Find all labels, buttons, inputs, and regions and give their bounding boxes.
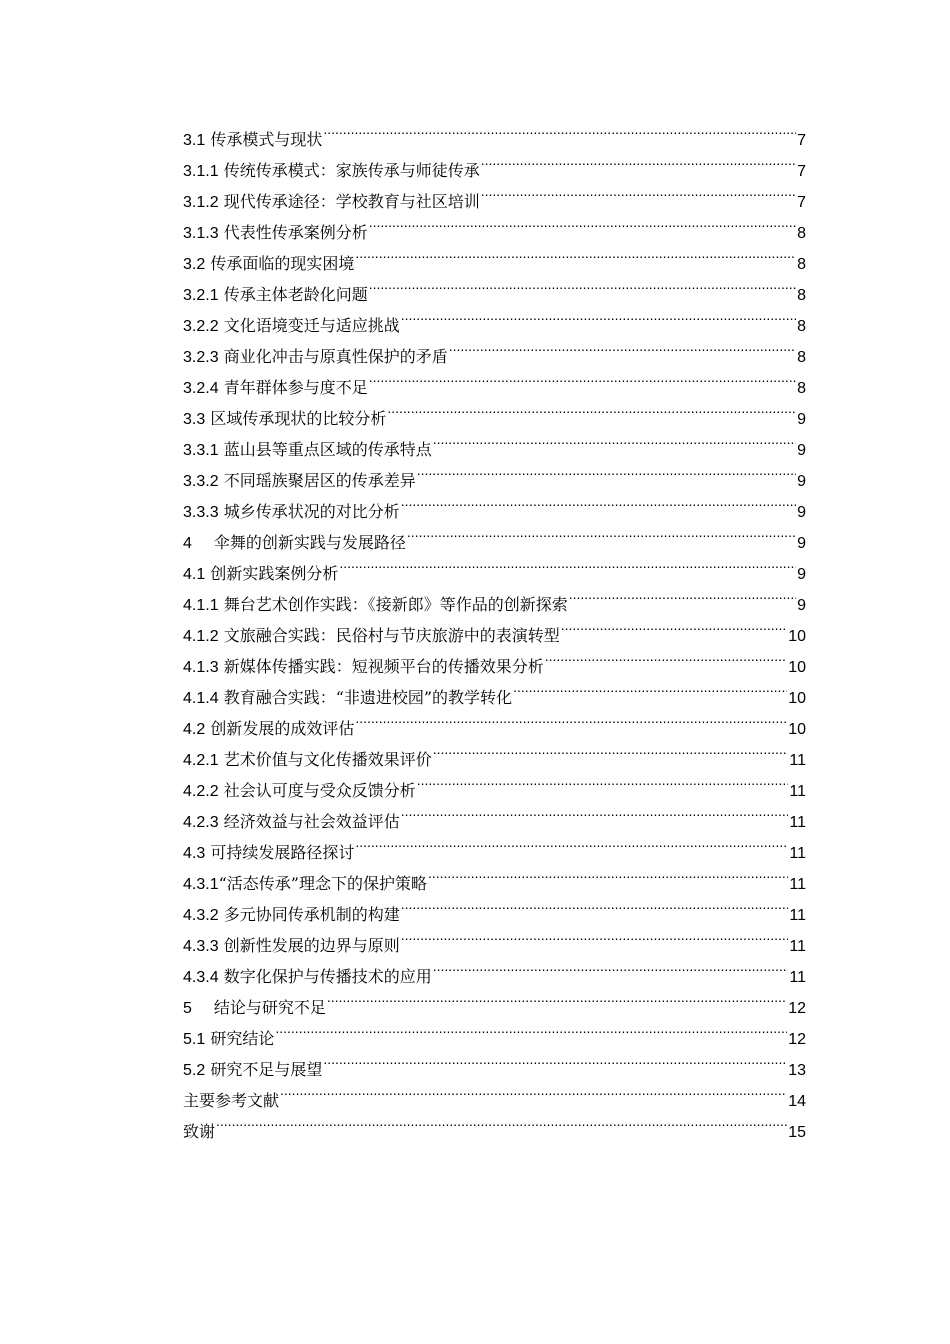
toc-entry-text: 蓝山县等重点区域的传承特点	[223, 440, 432, 459]
toc-entry-number: 5.1	[183, 1031, 206, 1048]
toc-page-number: 9	[797, 566, 806, 583]
toc-dot-leader	[387, 393, 796, 424]
toc-entry-number: 3.1.2	[183, 194, 219, 211]
toc-page-number: 10	[788, 721, 806, 738]
toc-entry-number: 3.2.2	[183, 318, 219, 335]
toc-entry-text: 创新发展的成效评估	[210, 719, 355, 738]
toc-entry[interactable]	[183, 1106, 806, 1141]
toc-dot-leader	[401, 486, 796, 517]
toc-page-number: 10	[788, 628, 806, 645]
toc-page-number: 7	[797, 194, 806, 211]
toc-page-number: 11	[789, 969, 806, 986]
toc-entry-text: 文化语境变迁与适应挑战	[223, 316, 400, 335]
toc-page-number: 11	[789, 938, 806, 955]
toc-dot-leader	[369, 362, 796, 393]
toc-dot-leader	[401, 300, 796, 331]
toc-dot-leader	[401, 889, 789, 920]
toc-dot-leader	[280, 1075, 787, 1106]
toc-dot-leader	[481, 176, 796, 207]
toc-entry-number: 4.1.4	[183, 690, 219, 707]
toc-entry-text: 多元协同传承机制的构建	[223, 905, 400, 924]
toc-entry-text: 结论与研究不足	[213, 998, 326, 1017]
toc-entry-text: 创新实践案例分析	[210, 564, 339, 583]
toc-entry-title	[183, 434, 433, 466]
toc-entry-text: 社会认可度与受众反馈分析	[223, 781, 416, 800]
toc-entry-number: 3.2	[183, 256, 206, 273]
toc-page-number: 8	[797, 225, 806, 242]
toc-dot-leader	[417, 765, 789, 796]
toc-entry-number: 4.1.3	[183, 659, 219, 676]
toc-entry-number: 4.3.3	[183, 938, 219, 955]
toc-entry-title	[183, 930, 401, 962]
toc-page-number: 10	[788, 659, 806, 676]
toc-entry-number: 5	[183, 1000, 192, 1017]
toc-dot-leader	[275, 1013, 787, 1044]
toc-entry-title	[183, 744, 433, 776]
toc-entry-text: 数字化保护与传播技术的应用	[223, 967, 432, 986]
toc-dot-leader	[339, 548, 796, 579]
toc-page-number: 11	[789, 783, 806, 800]
toc-entry-number: 3.2.4	[183, 380, 219, 397]
toc-dot-leader	[401, 796, 789, 827]
toc-dot-leader	[569, 579, 796, 610]
toc-dot-leader	[323, 114, 796, 145]
toc-entry-number: 4.1	[183, 566, 206, 583]
toc-entry[interactable]	[183, 114, 806, 149]
toc-entry-title	[183, 1116, 216, 1147]
toc-entry-number: 4.2.1	[183, 752, 219, 769]
toc-entry-number: 5.2	[183, 1062, 206, 1079]
toc-entry-text: 伞舞的创新实践与发展路径	[213, 533, 406, 552]
toc-entry-number: 3.3.3	[183, 504, 219, 521]
toc-entry-text: 青年群体参与度不足	[223, 378, 368, 397]
toc-entry-text: 新媒体传播实践：短视频平台的传播效果分析	[223, 657, 544, 676]
toc-page-number: 7	[797, 132, 806, 149]
toc-dot-leader	[355, 827, 788, 858]
toc-page-number: 12	[788, 1000, 806, 1017]
toc-dot-leader	[327, 982, 787, 1013]
toc-dot-leader	[433, 424, 796, 455]
toc-entry-text: 城乡传承状况的对比分析	[223, 502, 400, 521]
toc-page-number: 11	[789, 845, 806, 862]
toc-page-number: 8	[797, 256, 806, 273]
toc-entry-number: 4.2.3	[183, 814, 219, 831]
toc-entry-number: 4.2	[183, 721, 206, 738]
toc-dot-leader	[545, 641, 788, 672]
toc-entry-number: 4.1.2	[183, 628, 219, 645]
toc-page-number: 15	[788, 1124, 806, 1141]
toc-dot-leader	[513, 672, 787, 703]
toc-entry-text: 现代传承途径：学校教育与社区培训	[223, 192, 480, 211]
toc-page-number: 10	[788, 690, 806, 707]
table-of-contents	[183, 114, 806, 1141]
toc-dot-leader	[355, 238, 796, 269]
toc-entry-title	[183, 713, 355, 745]
toc-dot-leader	[428, 858, 788, 889]
toc-page-number: 8	[797, 349, 806, 366]
toc-page-number: 9	[797, 504, 806, 521]
toc-entry-title	[183, 558, 339, 590]
toc-dot-leader	[481, 145, 796, 176]
toc-entry-title	[183, 248, 355, 280]
toc-entry-text: 代表性传承案例分析	[223, 223, 368, 242]
toc-entry-number: 4.3	[183, 845, 206, 862]
toc-entry-title	[183, 589, 569, 621]
toc-entry-title	[183, 124, 323, 156]
toc-entry-title	[183, 496, 401, 528]
toc-entry-text: 可持续发展路径探讨	[210, 843, 355, 862]
toc-dot-leader	[417, 455, 796, 486]
toc-entry-text: 艺术价值与文化传播效果评价	[223, 750, 432, 769]
toc-entry-text: 研究结论	[210, 1029, 275, 1048]
toc-page-number: 8	[797, 318, 806, 335]
toc-page-number: 9	[797, 597, 806, 614]
toc-dot-leader	[433, 951, 789, 982]
toc-page-number: 9	[797, 535, 806, 552]
toc-page-number: 8	[797, 287, 806, 304]
toc-entry-number: 3.2.1	[183, 287, 219, 304]
toc-entry-title	[183, 279, 369, 311]
toc-entry-title	[183, 217, 369, 249]
toc-entry-title	[183, 837, 355, 869]
toc-page-number: 7	[797, 163, 806, 180]
toc-entry-text: 教育融合实践：“非遗进校园”的教学转化	[223, 688, 513, 707]
toc-dot-leader	[401, 920, 789, 951]
toc-entry-text: 舞台艺术创作实践：《接新郎》等作品的创新探索	[223, 595, 568, 614]
toc-entry-number: 3.3.1	[183, 442, 219, 459]
toc-page-number: 8	[797, 380, 806, 397]
toc-dot-leader	[323, 1044, 787, 1075]
toc-entry-number: 3.3.2	[183, 473, 219, 490]
toc-page-number: 11	[789, 814, 806, 831]
toc-page-number: 11	[789, 876, 806, 893]
toc-entry-title	[183, 1023, 275, 1055]
toc-page-number: 9	[797, 442, 806, 459]
toc-page-number: 12	[788, 1031, 806, 1048]
toc-entry[interactable]	[183, 1044, 806, 1079]
toc-entry-title	[183, 620, 561, 652]
toc-page-number: 11	[789, 752, 806, 769]
toc-entry-title	[183, 403, 387, 435]
toc-entry-title	[183, 651, 545, 683]
toc-entry-text: 创新性发展的边界与原则	[223, 936, 400, 955]
toc-entry-title	[183, 899, 401, 931]
toc-entry-text: 区域传承现状的比较分析	[210, 409, 387, 428]
toc-entry-text: “活态传承”理念下的保护策略	[218, 874, 427, 893]
toc-entry-text: 传承面临的现实困境	[210, 254, 355, 273]
toc-entry-text: 致谢	[183, 1122, 216, 1141]
toc-entry-title	[183, 775, 417, 807]
toc-dot-leader	[407, 517, 796, 548]
toc-entry-number: 4.2.2	[183, 783, 219, 800]
toc-entry-number: 4	[183, 535, 192, 552]
toc-entry-text: 经济效益与社会效益评估	[223, 812, 400, 831]
toc-entry-title	[183, 372, 369, 404]
toc-entry-number: 3.1.3	[183, 225, 219, 242]
toc-page-number: 11	[789, 907, 806, 924]
toc-dot-leader	[369, 207, 796, 238]
toc-entry-title	[183, 310, 401, 342]
toc-entry-title	[183, 868, 428, 900]
toc-entry-number: 4.3.1	[183, 876, 219, 893]
toc-page-number: 9	[797, 411, 806, 428]
toc-entry-text: 传统传承模式：家族传承与师徒传承	[223, 161, 480, 180]
toc-entry-text: 传承模式与现状	[210, 130, 323, 149]
toc-entry-number: 4.1.1	[183, 597, 219, 614]
toc-entry-number: 4.3.2	[183, 907, 219, 924]
toc-page-number: 14	[788, 1093, 806, 1110]
toc-dot-leader	[369, 269, 796, 300]
toc-page-number: 9	[797, 473, 806, 490]
toc-page-number: 13	[788, 1062, 806, 1079]
toc-entry-text: 传承主体老龄化问题	[223, 285, 368, 304]
toc-entry-title	[183, 155, 481, 187]
toc-entry-title	[183, 465, 417, 497]
toc-entry-number: 3.1	[183, 132, 206, 149]
toc-dot-leader	[561, 610, 788, 641]
toc-dot-leader	[216, 1106, 787, 1137]
toc-entry-number: 3.2.3	[183, 349, 219, 366]
toc-dot-leader	[355, 703, 787, 734]
toc-dot-leader	[449, 331, 796, 362]
toc-entry-text: 主要参考文献	[183, 1091, 280, 1110]
toc-entry-text: 研究不足与展望	[210, 1060, 323, 1079]
toc-dot-leader	[433, 734, 789, 765]
toc-entry-text: 文旅融合实践：民俗村与节庆旅游中的表演转型	[223, 626, 560, 645]
toc-entry-text: 不同瑶族聚居区的传承差异	[223, 471, 416, 490]
toc-entry-number: 3.1.1	[183, 163, 219, 180]
toc-entry-text: 商业化冲击与原真性保护的矛盾	[223, 347, 448, 366]
toc-entry[interactable]	[183, 1013, 806, 1048]
toc-entry-number: 3.3	[183, 411, 206, 428]
toc-entry-number: 4.3.4	[183, 969, 219, 986]
